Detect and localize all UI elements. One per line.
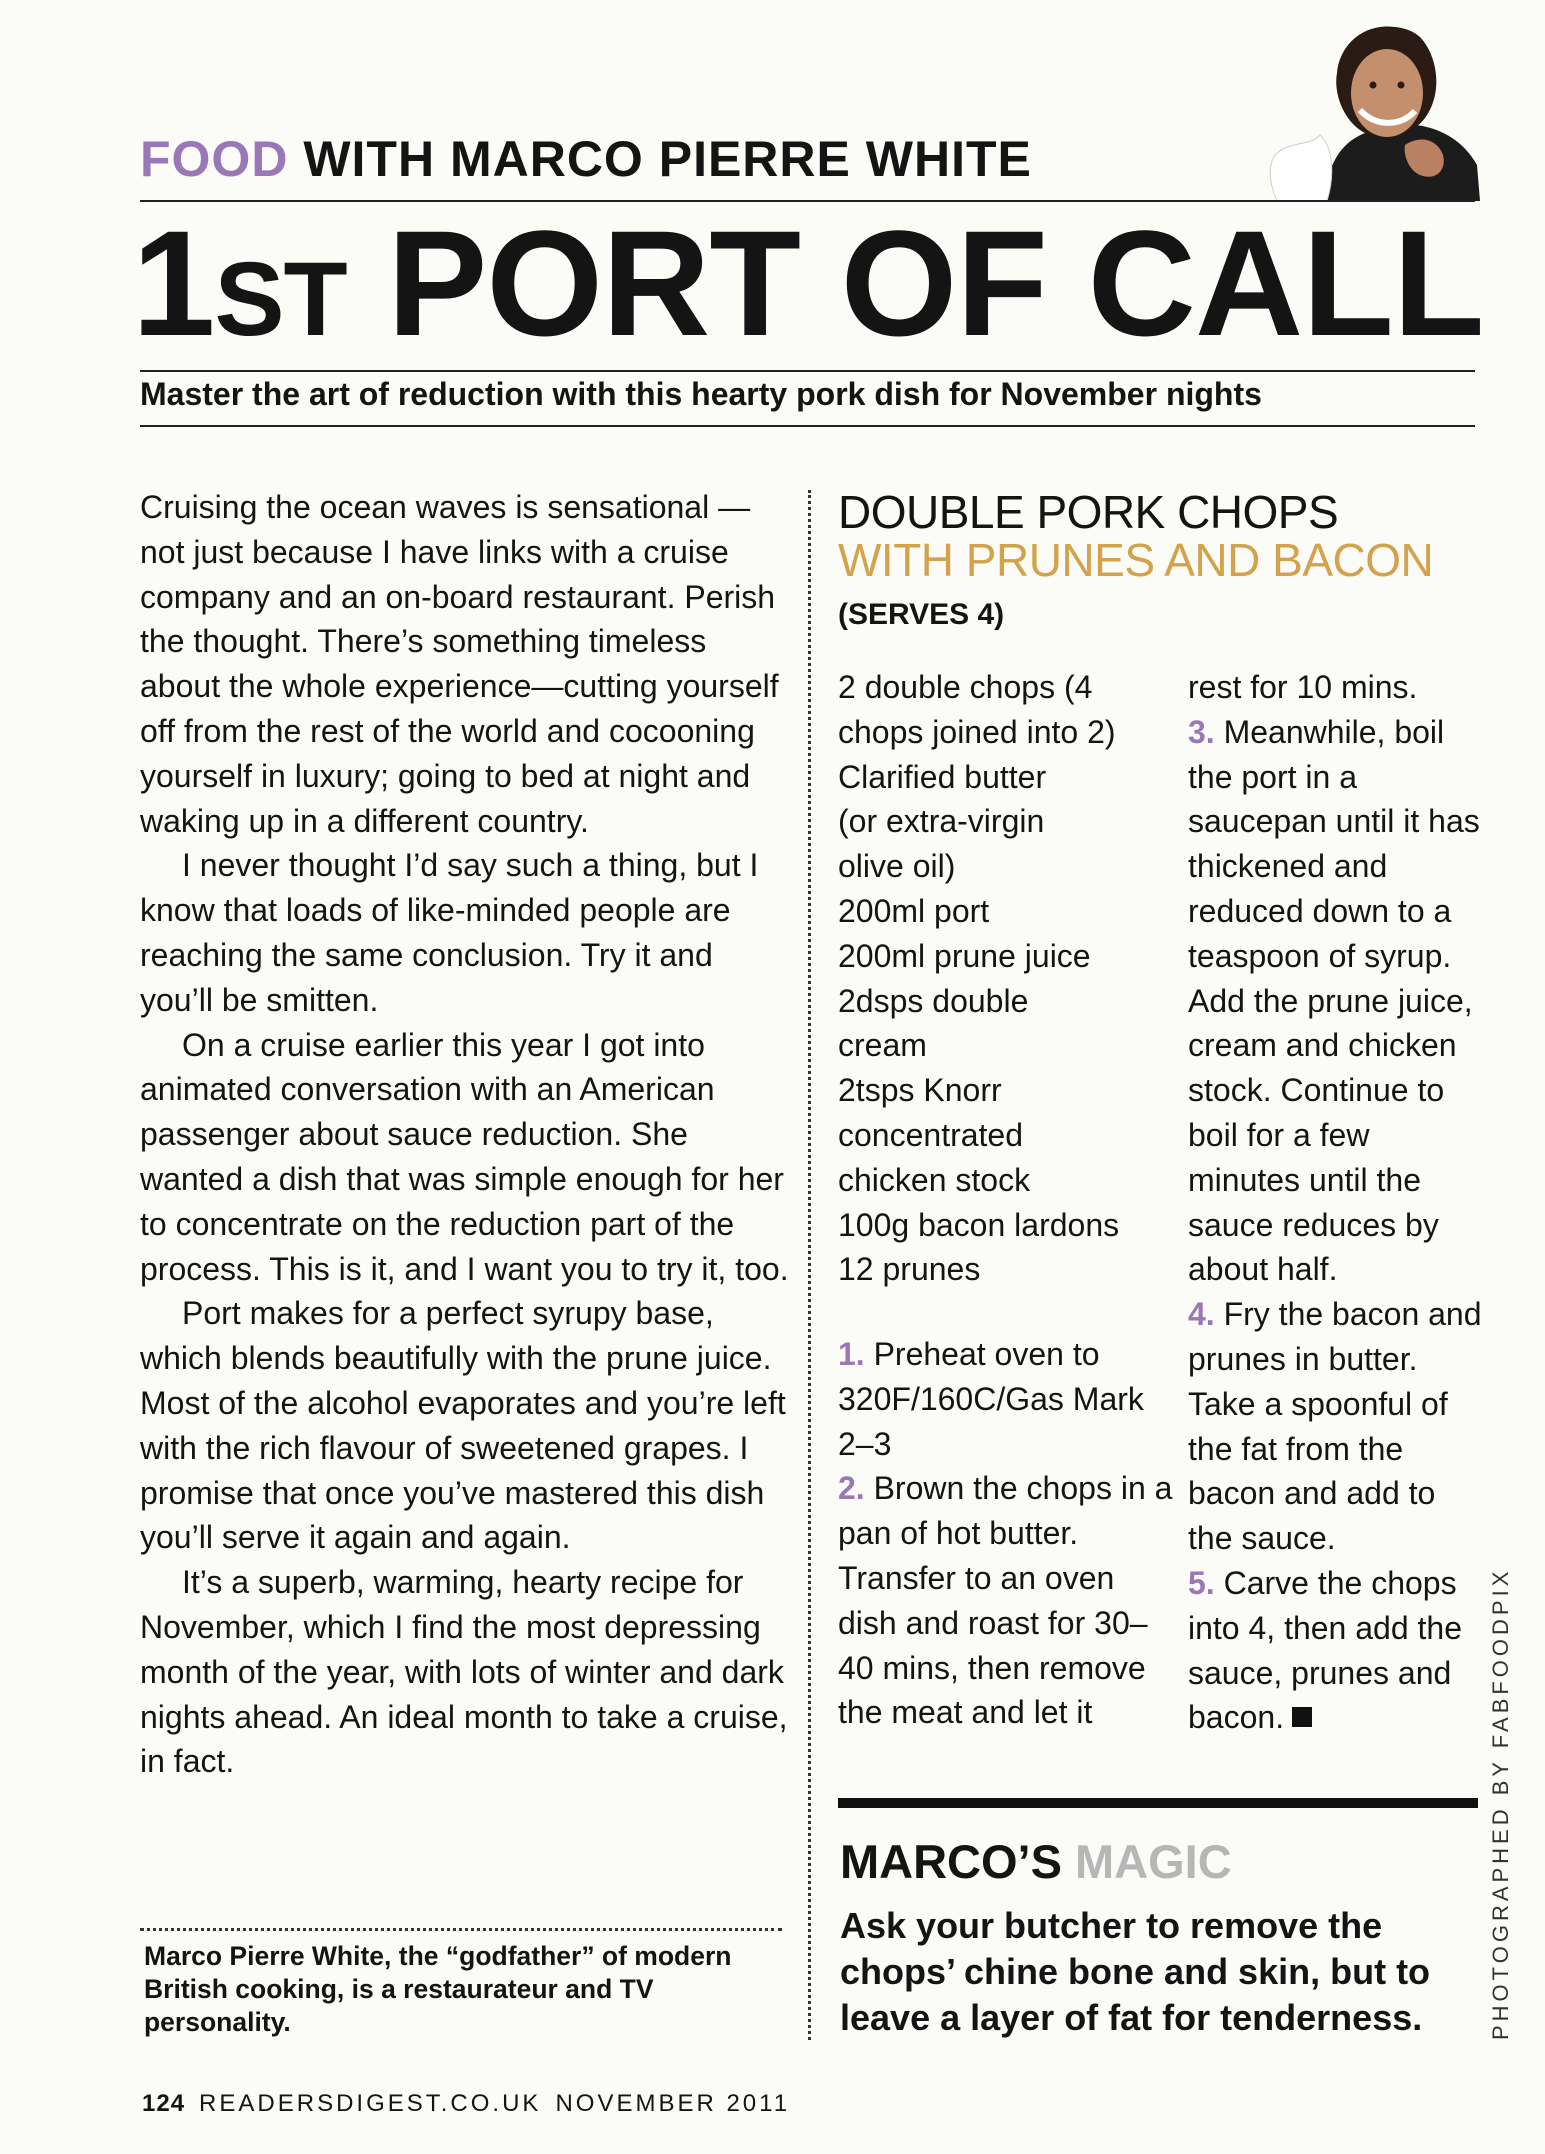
kicker-food: FOOD <box>140 131 289 187</box>
page-title <box>132 199 1484 367</box>
footer-issue: NOVEMBER 2011 <box>555 2090 791 2117</box>
ingredient-line: 2 double chops (4 <box>838 669 1093 705</box>
ingredient-line: Clarified butter <box>838 758 1047 795</box>
ingredient-line: chops joined into 2) <box>838 713 1116 750</box>
end-mark-icon <box>1292 1707 1312 1727</box>
article-paragraph: Port makes for a perfect syrupy base, which blends beautifully with the prune juice. Most of the alcohol evaporates and you’re left with the rich flavour of sweetened grapes. I promise that once you’ve mastered this dish you’ll serve it again and again. <box>140 1295 786 1556</box>
article-paragraph: I never thought I’d say such a thing, but I know that loads of like-minded people are reaching the same conclusion. Try it and you’ll be smitten. <box>140 847 759 1018</box>
ingredient-line: 2tsps Knorr <box>838 1072 1002 1109</box>
step-text: Preheat oven to 320F/160C/Gas Mark 2–3 <box>838 1336 1144 1462</box>
step-text: Fry the bacon and prunes in butter. Take a spoonful of the fat from the bacon and add to the sauce. <box>1188 1296 1482 1557</box>
step-number: 1. <box>838 1336 874 1372</box>
ingredient-line: 200ml prune juice <box>838 937 1091 974</box>
ingredient-list <box>838 665 1178 1292</box>
tip-rule <box>838 1798 1478 1808</box>
step-number: 5. <box>1188 1564 1224 1601</box>
chef-portrait-photo <box>1215 15 1480 201</box>
recipe-title-line1: DOUBLE PORK CHOPS <box>838 486 1339 538</box>
method-steps-col1 <box>838 1332 1178 1735</box>
method-step <box>838 1466 1178 1735</box>
step-text: Carve the chops into 4, then add the sauce, prunes and bacon. <box>1188 1564 1462 1736</box>
method-step-continued <box>1188 665 1488 710</box>
tip-title-b: MAGIC <box>1061 1835 1232 1888</box>
tip-text: Ask your butcher to remove the chops’ chine bone and skin, but to leave a layer of fat for tenderness. <box>840 1905 1431 2038</box>
title-ordinal: ST <box>214 241 347 358</box>
photo-credit: PHOTOGRAPHED BY FABFOODPIX <box>1488 1567 1513 2040</box>
method-step <box>838 1332 1178 1466</box>
recipe-serves: (SERVES 4) <box>838 598 1005 631</box>
recipe-title <box>838 488 1433 584</box>
section-kicker <box>140 130 1032 188</box>
article-paragraph: Cruising the ocean waves is sensational —not just because I have links with a cruise company and an on-board restaurant. Perish the thought. There’s something timeless about the whole experience—cutting yourself off from the rest of the world and cocooning yourself in luxury; going to bed at night and waking up in a different country. <box>140 489 779 839</box>
standfirst-rule <box>140 425 1475 427</box>
ingredient-line: 200ml port <box>838 892 990 929</box>
ingredient-line: 12 prunes <box>838 1251 981 1288</box>
method-step <box>1188 1561 1488 1740</box>
ingredient-line: (or extra-virgin <box>838 803 1045 840</box>
bio-divider <box>140 1928 782 1931</box>
article-paragraph: On a cruise earlier this year I got into animated conversation with an American passenger about sauce reduction. She wanted a dish that was simple enough for her to concentrate on the reduction part of the process. This is it, and I want you to try it, too. <box>140 1026 789 1287</box>
method-steps-col2 <box>1188 665 1488 1740</box>
ingredient-line: chicken stock <box>838 1161 1031 1198</box>
author-bio: Marco Pierre White, the “godfather” of modern British cooking, is a restaurateur and TV personality. <box>144 1941 732 2037</box>
ingredient-line: 2dsps double <box>838 982 1029 1019</box>
footer-site: READERSDIGEST.CO.UK <box>199 2090 542 2117</box>
title-text: PORT OF CALL <box>346 199 1484 367</box>
step-number: 4. <box>1188 1296 1224 1333</box>
title-rule <box>140 370 1475 372</box>
tip-title-a: MARCO’S <box>840 1835 1062 1888</box>
step-number: 2. <box>838 1470 874 1507</box>
ingredient-line: cream <box>838 1027 927 1064</box>
ingredient-line: concentrated <box>838 1116 1024 1153</box>
ingredient-line: 100g bacon lardons <box>838 1206 1120 1243</box>
method-step <box>1188 710 1488 1292</box>
article-body <box>140 485 790 1784</box>
method-step <box>1188 1292 1488 1561</box>
ingredient-line: olive oil) <box>838 848 956 885</box>
article-paragraph: It’s a superb, warming, hearty recipe for November, which I find the most depressing month of the year, with lots of winter and dark nights ahead. An ideal month to take a cruise, in fact. <box>140 1564 788 1780</box>
standfirst: Master the art of reduction with this hearty pork dish for November nights <box>140 376 1262 412</box>
step-text: Brown the chops in a pan of hot butter. Transfer to an oven dish and roast for 30–40 mins, then remove the meat and let it <box>838 1470 1173 1731</box>
title-number: 1 <box>132 199 215 367</box>
page-number: 124 <box>142 2090 186 2117</box>
page-footer <box>142 2090 790 2118</box>
column-divider <box>808 490 811 2040</box>
step-text: Meanwhile, boil the port in a saucepan until it has thickened and reduced down to a teaspoon of syrup. Add the prune juice, cream and chicken stock. Continue to boil for a few minutes until the sauce reduces by about half. <box>1188 713 1480 1288</box>
kicker-byline: WITH MARCO PIERRE WHITE <box>288 131 1032 187</box>
step-text: rest for 10 mins. <box>1188 669 1418 705</box>
recipe-title-line2: WITH PRUNES AND BACON <box>838 534 1434 586</box>
tip-title <box>840 1834 1232 1889</box>
step-number: 3. <box>1188 713 1224 750</box>
